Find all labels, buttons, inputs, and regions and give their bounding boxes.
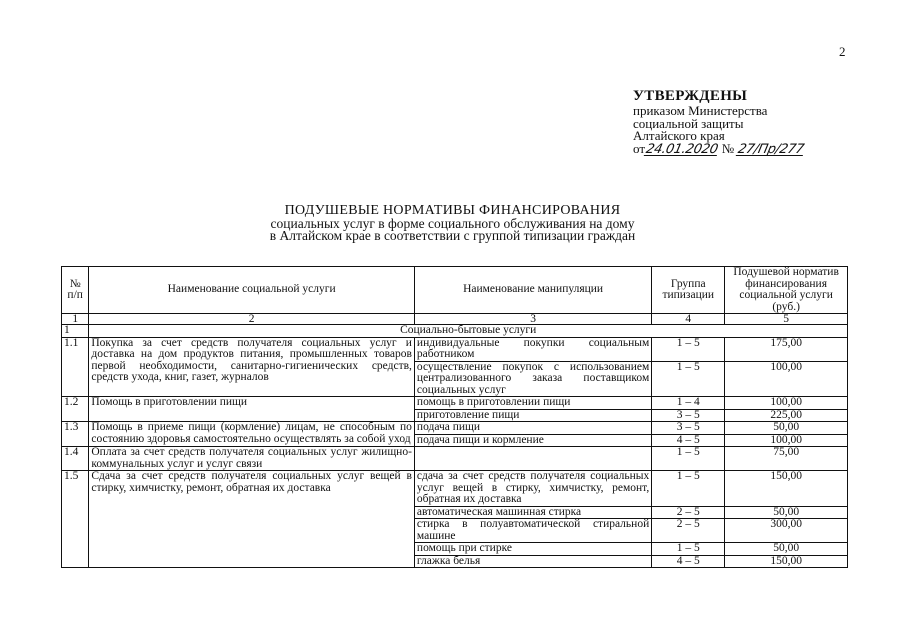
manipulation-cell bbox=[414, 447, 651, 471]
manipulation-cell: сдача за счет средств получателя социальных услуг вещей в стирку, химчистку, ремонт, обратная их доставка bbox=[414, 471, 651, 507]
header-num: № п/п bbox=[62, 267, 89, 314]
manipulation-cell: глажка белья bbox=[414, 555, 651, 568]
table-row bbox=[62, 337, 848, 361]
document-title bbox=[180, 205, 725, 243]
group-cell: 2 – 5 bbox=[652, 506, 725, 519]
service-num: 1.5 bbox=[62, 471, 89, 568]
norm-cell: 175,00 bbox=[725, 337, 848, 361]
table-row bbox=[62, 422, 848, 435]
title-line-3: в Алтайском крае в соответствии с группой типизации граждан bbox=[269, 228, 636, 243]
table-row bbox=[62, 397, 848, 410]
manipulation-cell: помощь в приготовлении пищи bbox=[414, 397, 651, 410]
table-row bbox=[62, 447, 848, 471]
service-name: Помощь в приеме пищи (кормление) лицам, не способным по состоянию здоровья самостоятельно осуществлять за собой уход bbox=[89, 422, 415, 447]
col-number: 2 bbox=[89, 314, 415, 325]
handwritten-number: 27/Пр/277 bbox=[736, 141, 806, 157]
norm-cell: 50,00 bbox=[725, 506, 848, 519]
group-cell: 1 – 5 bbox=[652, 543, 725, 556]
manipulation-cell: автоматическая машинная стирка bbox=[414, 506, 651, 519]
approval-line-1: приказом Министерства bbox=[633, 103, 768, 118]
header-row bbox=[62, 267, 848, 314]
group-cell: 3 – 5 bbox=[652, 422, 725, 435]
approval-heading: УТВЕРЖДЕНЫ bbox=[633, 88, 748, 104]
norms-table bbox=[61, 266, 848, 568]
service-name: Оплата за счет средств получателя социальных услуг жилищно-коммунальных услуг и услуг связи bbox=[89, 447, 415, 471]
service-num: 1.3 bbox=[62, 422, 89, 447]
handwritten-date: 24.01.2020 bbox=[644, 141, 720, 157]
manipulation-cell: подача пищи bbox=[414, 422, 651, 435]
manipulation-cell: индивидуальные покупки социальным работником bbox=[414, 337, 651, 361]
table-row bbox=[62, 471, 848, 507]
service-name: Покупка за счет средств получателя социальных услуг и доставка на дом продуктов питания, промышленных товаров первой необходимости, санитарно-гигиенических средств, средств ухода, книг, газет, журналов bbox=[89, 337, 415, 397]
group-cell: 1 – 4 bbox=[652, 397, 725, 410]
group-cell: 3 – 5 bbox=[652, 409, 725, 422]
group-cell: 1 – 5 bbox=[652, 337, 725, 361]
service-name: Помощь в приготовлении пищи bbox=[89, 397, 415, 422]
service-num: 1.4 bbox=[62, 447, 89, 471]
group-cell: 1 – 5 bbox=[652, 361, 725, 397]
manipulation-cell: осуществление покупок с использованием централизованного заказа поставщиком социальных услуг bbox=[414, 361, 651, 397]
date-prefix: от bbox=[633, 140, 646, 156]
col-number: 4 bbox=[652, 314, 725, 325]
manipulation-cell: подача пищи и кормление bbox=[414, 434, 651, 447]
group-cell: 1 – 5 bbox=[652, 471, 725, 507]
norm-cell: 100,00 bbox=[725, 361, 848, 397]
manipulation-cell: стирка в полуавтоматической стиральной машине bbox=[414, 519, 651, 543]
header-group: Группа типизации bbox=[652, 267, 725, 314]
norm-cell: 100,00 bbox=[725, 397, 848, 410]
col-number: 3 bbox=[414, 314, 651, 325]
section-row bbox=[62, 325, 848, 338]
manipulation-cell: приготовление пищи bbox=[414, 409, 651, 422]
norm-cell: 150,00 bbox=[725, 471, 848, 507]
norm-cell: 50,00 bbox=[725, 422, 848, 435]
col-number: 5 bbox=[725, 314, 848, 325]
group-cell: 4 – 5 bbox=[652, 434, 725, 447]
page-number: 2 bbox=[839, 44, 846, 59]
col-number: 1 bbox=[62, 314, 89, 325]
approval-date-number bbox=[633, 140, 806, 157]
norm-cell: 150,00 bbox=[725, 555, 848, 568]
title-line-1: ПОДУШЕВЫЕ НОРМАТИВЫ ФИНАНСИРОВАНИЯ bbox=[284, 203, 621, 218]
service-name: Сдача за счет средств получателя социальных услуг вещей в стирку, химчистку, ремонт, обратная их доставка bbox=[89, 471, 415, 568]
approval-block bbox=[633, 88, 805, 156]
norm-cell: 75,00 bbox=[725, 447, 848, 471]
manipulation-cell: помощь при стирке bbox=[414, 543, 651, 556]
group-cell: 2 – 5 bbox=[652, 519, 725, 543]
column-number-row bbox=[62, 314, 848, 325]
approval-line-3: Алтайского края bbox=[633, 128, 725, 143]
service-num: 1.2 bbox=[62, 397, 89, 422]
norm-cell: 300,00 bbox=[725, 519, 848, 543]
header-manipulation: Наименование манипуляции bbox=[414, 267, 651, 314]
group-cell: 1 – 5 bbox=[652, 447, 725, 471]
service-num: 1.1 bbox=[62, 337, 89, 397]
norm-cell: 225,00 bbox=[725, 409, 848, 422]
approval-line-2: социальной защиты bbox=[633, 115, 744, 131]
header-service: Наименование социальной услуги bbox=[89, 267, 415, 314]
title-line-2: социальных услуг в форме социального обслуживания на дому bbox=[270, 215, 635, 231]
norm-cell: 100,00 bbox=[725, 434, 848, 447]
section-title: Социально-бытовые услуги bbox=[89, 325, 848, 338]
section-num: 1 bbox=[62, 325, 89, 338]
norm-cell: 50,00 bbox=[725, 543, 848, 556]
number-prefix: № bbox=[721, 140, 735, 156]
group-cell: 4 – 5 bbox=[652, 555, 725, 568]
header-norm: Подушевой норматив финансирования социальной услуги (руб.) bbox=[725, 267, 848, 314]
